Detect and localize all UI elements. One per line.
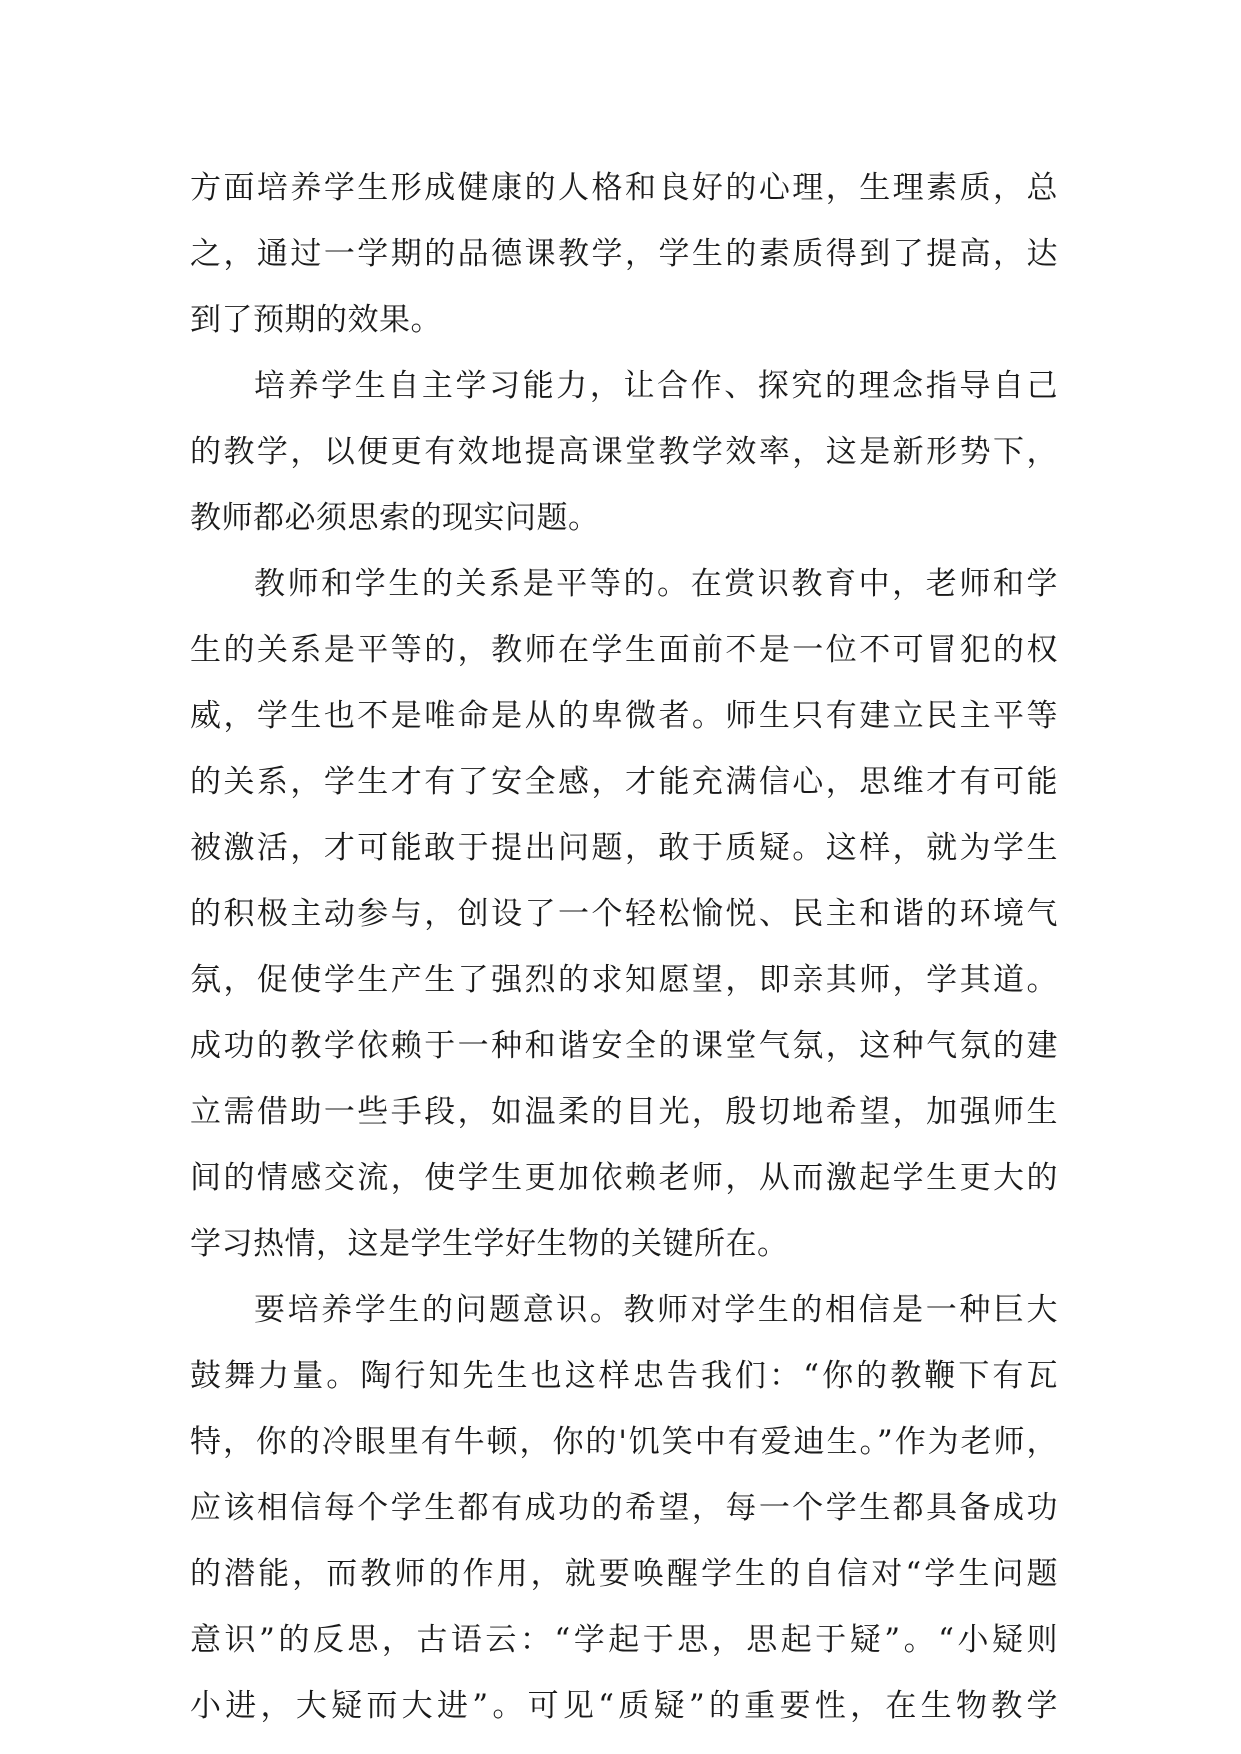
text-line: 小进，大疑而大进”。可见“质疑”的重要性，在生物教学 xyxy=(190,1688,1058,1724)
text-line: 的潜能，而教师的作用，就要唤醒学生的自信对“学生问题 xyxy=(190,1556,1058,1592)
text-line: 氛，促使学生产生了强烈的求知愿望，即亲其师，学其道。 xyxy=(190,962,1058,998)
text-line: 特，你的冷眼里有牛顿，你的'饥笑中有爱迪生。”作为老师， xyxy=(190,1424,1058,1460)
text-line: 要培养学生的问题意识。教师对学生的相信是一种巨大 xyxy=(254,1292,1058,1328)
text-line: 之，通过一学期的品德课教学，学生的素质得到了提高，达 xyxy=(190,236,1058,272)
text-line: 的教学，以便更有效地提高课堂教学效率，这是新形势下， xyxy=(190,434,1058,470)
text-line: 的积极主动参与，创设了一个轻松愉悦、民主和谐的环境气 xyxy=(190,896,1058,932)
text-line: 成功的教学依赖于一种和谐安全的课堂气氛，这种气氛的建 xyxy=(190,1028,1058,1064)
text-line: 学习热情，这是学生学好生物的关键所在。 xyxy=(190,1226,789,1262)
text-line: 威，学生也不是唯命是从的卑微者。师生只有建立民主平等 xyxy=(190,698,1058,734)
text-line: 立需借助一些手段，如温柔的目光，殷切地希望，加强师生 xyxy=(190,1094,1058,1130)
text-line: 间的情感交流，使学生更加依赖老师，从而激起学生更大的 xyxy=(190,1160,1058,1196)
text-line: 方面培养学生形成健康的人格和良好的心理，生理素质，总 xyxy=(190,170,1058,206)
document-body xyxy=(190,155,1058,1739)
text-line: 意识”的反思，古语云：“学起于思，思起于疑”。“小疑则 xyxy=(190,1622,1058,1658)
text-line: 被激活，才可能敢于提出问题，敢于质疑。这样，就为学生 xyxy=(190,830,1058,866)
text-line: 教师都必须思索的现实问题。 xyxy=(190,500,600,536)
text-line: 的关系，学生才有了安全感，才能充满信心，思维才有可能 xyxy=(190,764,1058,800)
text-line: 鼓舞力量。陶行知先生也这样忠告我们：“你的教鞭下有瓦 xyxy=(190,1358,1058,1394)
text-line: 生的关系是平等的，教师在学生面前不是一位不可冒犯的权 xyxy=(190,632,1058,668)
text-line: 培养学生自主学习能力，让合作、探究的理念指导自己 xyxy=(254,368,1058,404)
text-line: 教师和学生的关系是平等的。在赏识教育中，老师和学 xyxy=(254,566,1058,602)
text-line: 到了预期的效果。 xyxy=(190,302,442,338)
text-line: 应该相信每个学生都有成功的希望，每一个学生都具备成功 xyxy=(190,1490,1058,1526)
